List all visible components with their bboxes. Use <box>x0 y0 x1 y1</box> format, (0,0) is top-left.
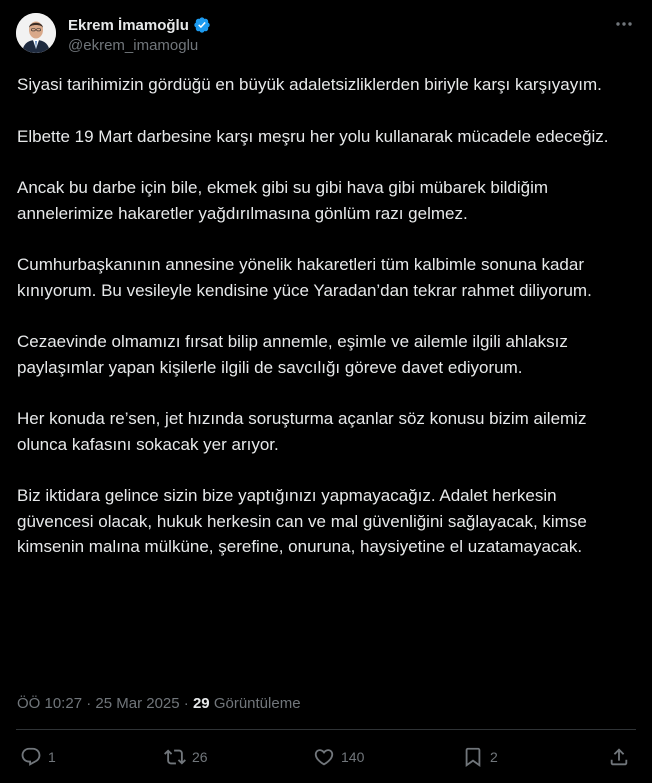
share-icon <box>608 746 630 768</box>
tweet-paragraph: Siyasi tarihimizin gördüğü en büyük adaletsizliklerden biriyle karşı karşıyayım. <box>17 75 602 94</box>
tweet-header <box>16 13 211 54</box>
author-name[interactable]: Ekrem İmamoğlu <box>68 16 189 34</box>
tweet-paragraph: Elbette 19 Mart darbesine karşı meşru her yolu kullanarak mücadele edeceğiz. <box>17 126 609 146</box>
tweet-paragraph: Biz iktidara gelince sizin bize yaptığınızı yapmayacağız. Adalet herkesin güvencesi olacak, hukuk herkesin can ve mal güvenliğini sağlayacak, kimse kimsenin malına mülküne, şerefine, onuruna, haysiyetine el uzatamayacak. <box>17 486 587 556</box>
tweet-paragraph: Ancak bu darbe için bile, ekmek gibi su gibi hava gibi mübarek bildiğim annelerimize hakaretler yağdırılmasına gönlüm razı gelmez. <box>17 178 549 223</box>
tweet-paragraph: Her konuda re’sen, jet hızında soruşturma açanlar söz konusu bizim ailemiz olunca kafasını sokacak yer arıyor. <box>17 409 587 454</box>
like-count: 140 <box>341 749 365 765</box>
more-dots-icon[interactable] <box>614 14 634 34</box>
retweet-button[interactable] <box>164 745 208 769</box>
retweet-count: 26 <box>192 749 208 765</box>
action-bar <box>0 745 652 769</box>
divider <box>16 729 636 730</box>
like-button[interactable] <box>313 745 364 769</box>
views-label: Görüntüleme <box>213 695 301 712</box>
author-handle[interactable]: @ekrem_imamoglu <box>68 37 199 54</box>
author-info <box>68 15 211 54</box>
bookmark-count: 2 <box>490 749 498 765</box>
share-button[interactable] <box>608 745 630 769</box>
tweet-text <box>17 72 637 560</box>
reply-icon <box>20 746 42 768</box>
meta-separator: · <box>86 695 92 712</box>
bookmark-icon <box>462 746 484 768</box>
heart-icon <box>313 746 335 768</box>
tweet-time[interactable]: ÖÖ 10:27 <box>17 695 83 712</box>
tweet-paragraph: Cezaevinde olmamızı fırsat bilip annemle, eşimle ve ailemle ilgili ahlaksız paylaşımlar yapan kişilerle ilgili de savcılığı göreve davet ediyorum. <box>17 332 568 377</box>
meta-separator: · <box>183 695 189 712</box>
tweet-meta <box>17 694 301 714</box>
verified-badge-icon[interactable] <box>193 16 211 34</box>
tweet-paragraph: Cumhurbaşkanının annesine yönelik hakaretleri tüm kalbimle sonuna kadar kınıyorum. Bu vesileyle kendisine yüce Yaradan’dan tekrar rahmet diliyorum. <box>17 255 592 300</box>
tweet-date[interactable]: 25 Mar 2025 <box>95 695 180 712</box>
avatar[interactable] <box>16 13 56 53</box>
reply-count: 1 <box>48 749 56 765</box>
bookmark-button[interactable] <box>462 745 498 769</box>
author-name-row <box>68 15 211 35</box>
views-count: 29 <box>192 695 210 712</box>
reply-button[interactable] <box>20 745 56 769</box>
retweet-icon <box>164 746 186 768</box>
